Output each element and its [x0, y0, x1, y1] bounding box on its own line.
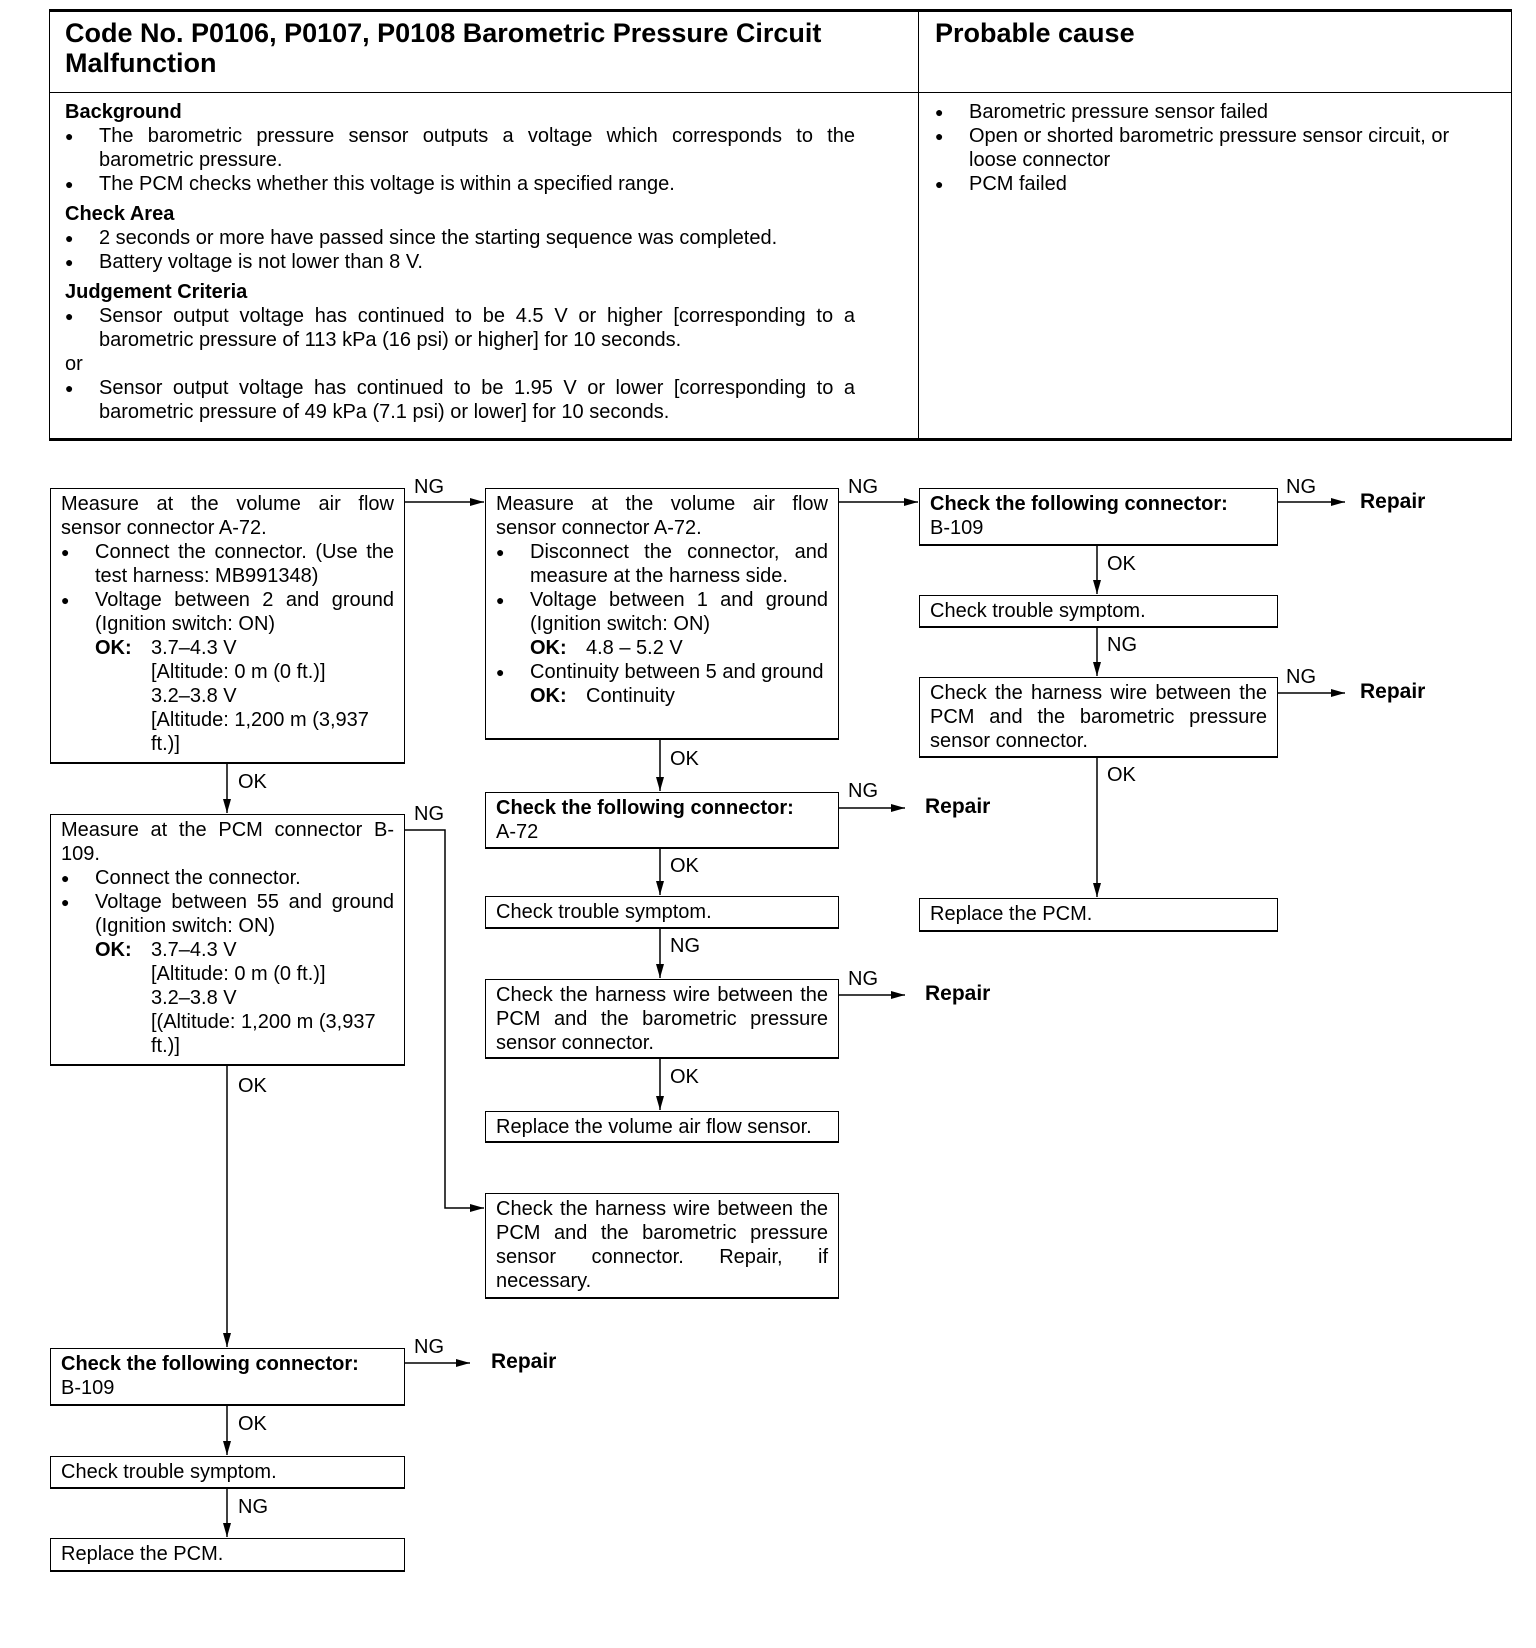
step-heading: Check the following connector:	[61, 1353, 359, 1375]
step-text: Check the harness wire between the PCM and the barometric pressure sensor connector.	[496, 984, 828, 1054]
repair-label: Repair	[925, 795, 991, 818]
code-title: Code No. P0106, P0107, P0108 Barometric Pressure Circuit Malfunction	[65, 18, 822, 78]
flow-step-c4	[485, 979, 839, 1059]
step-heading: Check the following connector:	[496, 797, 794, 819]
flow-step-d4	[919, 898, 1278, 932]
ng-label: NG	[238, 1496, 268, 1518]
cause-item: ● Barometric pressure sensor failed	[935, 100, 1490, 124]
ng-label: NG	[848, 476, 878, 498]
ok-value: 3.2–3.8 V	[151, 685, 237, 707]
flow-step-d3	[919, 677, 1278, 758]
ok-value: 3.7–4.3 V	[151, 637, 237, 659]
background-item: ● The barometric pressure sensor outputs a voltage which corresponds to the barometric pressure.	[65, 124, 855, 172]
flow-step-b2	[50, 814, 405, 1066]
flow-step-c6	[485, 1193, 839, 1299]
flow-step-d2	[919, 595, 1278, 628]
step-bullet: ● Continuity between 5 and ground	[496, 660, 828, 684]
or-text: or	[65, 353, 83, 375]
step-bullet: ● Voltage between 2 and ground (Ignition switch: ON)	[61, 588, 394, 636]
judgement-heading: Judgement Criteria	[65, 281, 248, 303]
ok-label: OK:	[95, 637, 132, 659]
ng-label: NG	[848, 780, 878, 802]
step-text: Measure at the PCM connector B-109.	[61, 819, 394, 865]
ok-value: [Altitude: 0 m (0 ft.)]	[151, 963, 326, 985]
step-text: B-109	[61, 1377, 115, 1399]
ok-label: OK	[670, 1066, 699, 1088]
ok-label: OK	[238, 771, 267, 793]
flow-step-c2	[485, 792, 839, 849]
step-bullet: ● Disconnect the connector, and measure at the harness side.	[496, 540, 828, 588]
step-bullet: ● Connect the connector.	[61, 866, 394, 890]
cause-item: ● PCM failed	[935, 172, 1490, 196]
flow-step-c3	[485, 896, 839, 929]
step-text: Replace the PCM.	[930, 903, 1093, 925]
check-area-heading: Check Area	[65, 203, 175, 225]
ok-values	[151, 636, 394, 756]
step-text: B-109	[930, 517, 984, 539]
ng-label: NG	[414, 476, 444, 498]
ok-label: OK:	[95, 939, 132, 961]
ok-values	[586, 684, 675, 708]
flow-step-c1	[485, 488, 839, 740]
ok-value: 3.2–3.8 V	[151, 987, 237, 1009]
ok-criteria	[61, 636, 394, 756]
ok-value: Continuity	[586, 685, 675, 707]
ng-label: NG	[414, 803, 444, 825]
step-heading: Check the following connector:	[930, 493, 1228, 515]
ok-label: OK	[238, 1075, 267, 1097]
ok-value: [Altitude: 1,200 m (3,937 ft.)]	[151, 709, 369, 755]
ok-value: 4.8 – 5.2 V	[586, 637, 683, 659]
step-text: Check trouble symptom.	[496, 901, 712, 923]
flow-step-c5	[485, 1111, 839, 1143]
step-text: Measure at the volume air flow sensor connector A-72.	[61, 493, 394, 539]
step-text: Replace the volume air flow sensor.	[496, 1116, 812, 1138]
ng-label: NG	[414, 1336, 444, 1358]
ok-value: [(Altitude: 1,200 m (3,937 ft.)]	[151, 1011, 376, 1057]
background-item: ● The PCM checks whether this voltage is within a specified range.	[65, 172, 855, 196]
ng-label: NG	[1107, 634, 1137, 656]
repair-label: Repair	[1360, 490, 1426, 513]
ok-criteria	[61, 938, 394, 1058]
step-bullet: ● Connect the connector. (Use the test harness: MB991348)	[61, 540, 394, 588]
flow-step-b3	[50, 1348, 405, 1406]
ok-label: OK:	[530, 685, 567, 707]
flow-step-b1	[50, 488, 405, 764]
ok-value: [Altitude: 0 m (0 ft.)]	[151, 661, 326, 683]
flow-step-b4	[50, 1456, 405, 1489]
ng-label: NG	[670, 935, 700, 957]
step-bullet: ● Voltage between 1 and ground (Ignition switch: ON)	[496, 588, 828, 636]
ok-label: OK:	[530, 637, 567, 659]
flow-step-b5	[50, 1538, 405, 1572]
flow-step-d1	[919, 488, 1278, 546]
repair-label: Repair	[925, 982, 991, 1005]
step-text: Measure at the volume air flow sensor connector A-72.	[496, 493, 828, 539]
repair-label: Repair	[491, 1350, 557, 1373]
ok-value: 3.7–4.3 V	[151, 939, 237, 961]
ok-label: OK	[670, 855, 699, 877]
ng-label: NG	[1286, 476, 1316, 498]
ok-criteria	[496, 684, 828, 708]
ok-label: OK	[1107, 764, 1136, 786]
ng-label: NG	[848, 968, 878, 990]
step-text: Check the harness wire between the PCM and the barometric pressure sensor connector.	[930, 682, 1267, 752]
check-area-item: ● Battery voltage is not lower than 8 V.	[65, 250, 855, 274]
ok-label: OK	[238, 1413, 267, 1435]
ok-values	[586, 636, 683, 660]
check-area-item: ● 2 seconds or more have passed since the starting sequence was completed.	[65, 226, 855, 250]
ok-values	[151, 938, 394, 1058]
step-text: Check trouble symptom.	[930, 600, 1146, 622]
background-heading: Background	[65, 101, 182, 123]
ok-label: OK	[1107, 553, 1136, 575]
cause-item: ● Open or shorted barometric pressure sensor circuit, or loose connector	[935, 124, 1490, 172]
ng-label: NG	[1286, 666, 1316, 688]
step-text: Replace the PCM.	[61, 1543, 224, 1565]
ok-label: OK	[670, 748, 699, 770]
step-text: Check trouble symptom.	[61, 1461, 277, 1483]
step-bullet: ● Voltage between 55 and ground (Ignition switch: ON)	[61, 890, 394, 938]
step-text: Check the harness wire between the PCM and the barometric pressure sensor connector. Repair, if necessary.	[496, 1198, 828, 1292]
probable-cause-title: Probable cause	[935, 18, 1135, 48]
repair-label: Repair	[1360, 680, 1426, 703]
step-text: A-72	[496, 821, 539, 843]
judgement-item: ● Sensor output voltage has continued to be 1.95 V or lower [corresponding to a barometric pressure of 49 kPa (7.1 psi) or lower] for 10 seconds.	[65, 376, 855, 424]
ok-criteria	[496, 636, 828, 660]
judgement-item: ● Sensor output voltage has continued to be 4.5 V or higher [corresponding to a barometric pressure of 113 kPa (16 psi) or higher] for 10 seconds.	[65, 304, 855, 352]
arrow-b2-ng	[405, 830, 484, 1208]
